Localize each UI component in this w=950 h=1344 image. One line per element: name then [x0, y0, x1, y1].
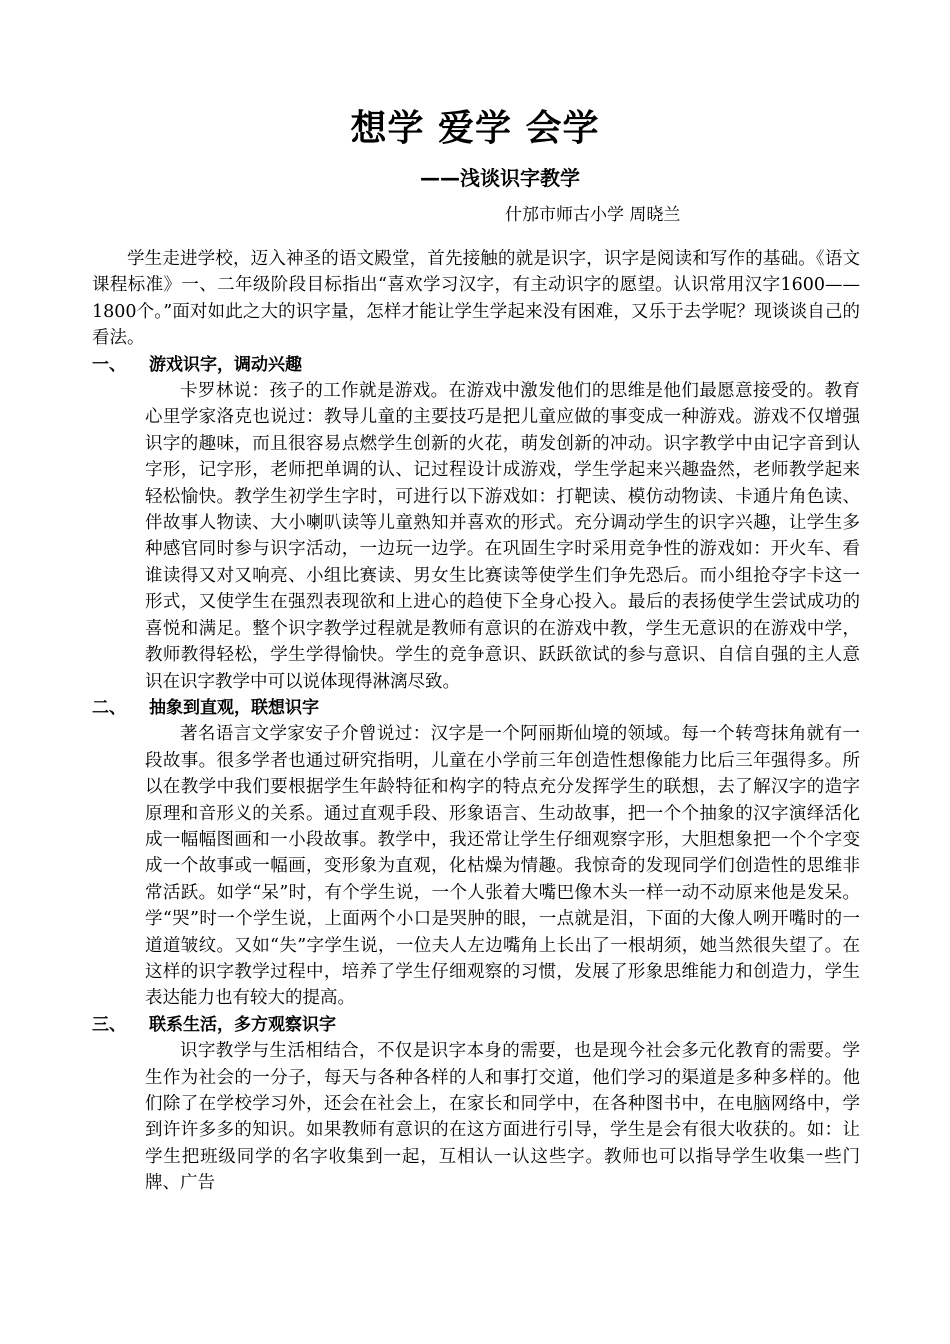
- section-heading-1: [92, 352, 860, 378]
- intro-paragraph: 学生走进学校，迈入神圣的语文殿堂，首先接触的就是识字，识字是阅读和写作的基础。《语文课程标准》一、二年级阶段目标指出“喜欢学习汉字，有主动识字的愿望。认识常用汉字1600——1800个。”面对如此之大的识字量，怎样才能让学生学起来没有困难，又乐于去学呢？现谈谈自己的看法。: [92, 249, 860, 349]
- section-paragraph-3: 识字教学与生活相结合，不仅是识字本身的需要，也是现今社会多元化教育的需要。学生作为社会的一分子，每天与各种各样的人和事打交道，他们学习的渠道是多种多样的。他们除了在学校学习外，还会在社会上，在家长和同学中，在各种图书中，在电脑网络中，学到许许多多的知识。如果教师有意识的在这方面进行引导，学生是会有很大收获的。如：让学生把班级同学的名字收集到一起，互相认一认这些字。教师也可以指导学生收集一些门牌、广告: [145, 1041, 860, 1194]
- document-subtitle: ——浅谈识字教学: [420, 166, 580, 190]
- section-number: 二、: [92, 697, 126, 718]
- document-body: [92, 246, 860, 1197]
- section-paragraph-2: 著名语言文学家安子介曾说过：汉字是一个阿丽斯仙境的领域。每一个转弯抹角就有一段故事。很多学者也通过研究指明，儿童在小学前三年创造性想像能力比后三年强得多。所以在教学中我们要根据学生年龄特征和构字的特点充分发挥学生的联想，去了解汉字的造字原理和音形义的关系。通过直观手段、形象语言、生动故事，把一个个抽象的汉字演绎活化成一幅幅图画和一小段故事。教学中，我还常让学生仔细观察字形，大胆想象把一个个字变成一个故事或一幅画，变形象为直观，化枯燥为情趣。我惊奇的发现同学们创造性的思维非常活跃。如学“呆”时，有个学生说，一个人张着大嘴巴像木头一样一动不动原来他是发呆。学“哭”时一个学生说，上面两个小口是哭肿的眼，一点就是泪，下面的大像人咧开嘴时的一道道皱纹。又如“失”字学生说，一位夫人左边嘴角上长出了一根胡须，她当然很失望了。在这样的识字教学过程中，培养了学生仔细观察的习惯，发展了形象思维能力和创造力，学生表达能力也有较大的提高。: [145, 724, 860, 1009]
- section-title: 联系生活，多方观察识字: [149, 1014, 336, 1035]
- document-title: 想学 爱学 会学: [350, 108, 600, 149]
- section-heading-3: [92, 1012, 860, 1038]
- section-number: 一、: [92, 354, 126, 375]
- section-heading-2: [92, 695, 860, 721]
- section-title: 游戏识字，调动兴趣: [149, 354, 302, 375]
- section-number: 三、: [92, 1014, 126, 1035]
- document-author: 什邡市师古小学 周晓兰: [505, 205, 681, 225]
- section-title: 抽象到直观，联想识字: [149, 697, 319, 718]
- section-paragraph-1: 卡罗林说：孩子的工作就是游戏。在游戏中激发他们的思维是他们最愿意接受的。教育心里学家洛克也说过：教导儿童的主要技巧是把儿童应做的事变成一种游戏。游戏不仅增强识字的趣味，而且很容易点燃学生创新的火花，萌发创新的冲动。识字教学中由记字音到认字形，记字形，老师把单调的认、记过程设计成游戏，学生学起来兴趣盎然，老师教学起来轻松愉快。教学生初学生字时，可进行以下游戏如：打靶读、模仿动物读、卡通片角色读、伴故事人物读、大小喇叭读等儿童熟知并喜欢的形式。充分调动学生的识字兴趣，让学生多种感官同时参与识字活动，一边玩一边学。在巩固生字时采用竞争性的游戏如：开火车、看谁读得又对又响亮、小组比赛读、男女生比赛读等使学生们争先恐后。而小组抢夺字卡这一形式，又使学生在强烈表现欲和上进心的趋使下全身心投入。最后的表扬使学生尝试成功的喜悦和满足。整个识字教学过程就是教师有意识的在游戏中教，学生无意识的在游戏中学，教师教得轻松，学生学得愉快。学生的竞争意识、跃跃欲试的参与意识、自信自强的主人意识在识字教学中可以说体现得淋漓尽致。: [145, 381, 860, 692]
